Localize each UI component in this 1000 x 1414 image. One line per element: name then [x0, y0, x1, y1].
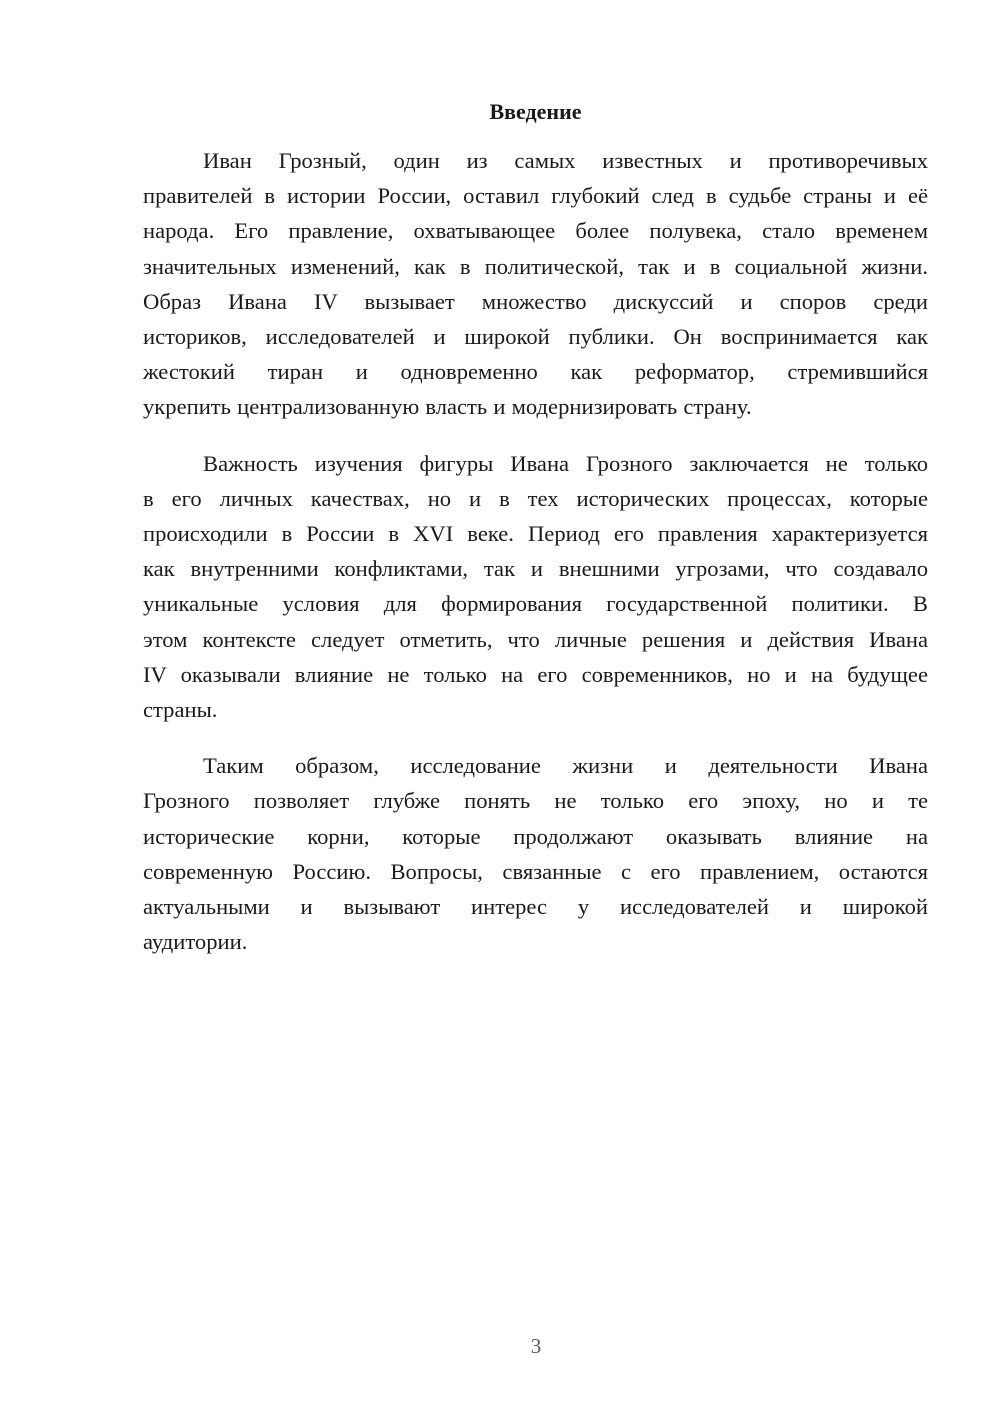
paragraph-line: Образ Ивана IV вызывает множество дискуссий и споров среди: [143, 288, 928, 314]
paragraph-line: Таким образом, исследование жизни и деятельности Ивана: [203, 753, 928, 779]
paragraph-line: укрепить централизованную власть и модернизировать страну.: [143, 394, 752, 420]
page-number: 3: [530, 1334, 542, 1358]
paragraph-line: уникальные условия для формирования государственной политики. В: [143, 591, 928, 617]
paragraph-2: [143, 446, 928, 728]
paragraph-line: народа. Его правление, охватывающее более полувека, стало временем: [143, 218, 928, 244]
paragraph-line: страны.: [143, 697, 218, 723]
paragraph-line: актуальными и вызывают интерес у исследователей и широкой: [143, 894, 928, 920]
paragraph-line: историков, исследователей и широкой публики. Он воспринимается как: [143, 324, 928, 350]
paragraph-line: как внутренними конфликтами, так и внешними угрозами, что создавало: [143, 556, 928, 582]
paragraph-3: [143, 748, 928, 959]
paragraph-line: жестокий тиран и одновременно как реформатор, стремившийся: [143, 359, 928, 385]
paragraph-line: правителей в истории России, оставил глубокий след в судьбе страны и её: [143, 183, 928, 209]
paragraph-line: IV оказывали влияние не только на его современников, но и на будущее: [143, 661, 928, 687]
paragraph-line: Иван Грозный, один из самых известных и противоречивых: [203, 148, 928, 173]
paragraph-line: Важность изучения фигуры Ивана Грозного заключается не только: [203, 450, 928, 476]
page-title: Введение: [489, 99, 582, 124]
paragraph-line: современную Россию. Вопросы, связанные с его правлением, остаются: [143, 858, 928, 884]
paragraph-line: происходили в России в XVI веке. Период его правления характеризуется: [143, 521, 928, 547]
document-body: [143, 143, 928, 980]
paragraph-line: исторические корни, которые продолжают оказывать влияние на: [143, 823, 928, 849]
paragraph-line: этом контексте следует отметить, что личные решения и действия Ивана: [143, 626, 928, 652]
paragraph-line: значительных изменений, как в политической, так и в социальной жизни.: [143, 253, 928, 279]
paragraph-line: аудитории.: [143, 929, 248, 955]
paragraph-line: Грозного позволяет глубже понять не только его эпоху, но и те: [143, 788, 928, 814]
paragraph-1: [143, 143, 928, 425]
paragraph-line: в его личных качествах, но и в тех исторических процессах, которые: [143, 485, 928, 511]
